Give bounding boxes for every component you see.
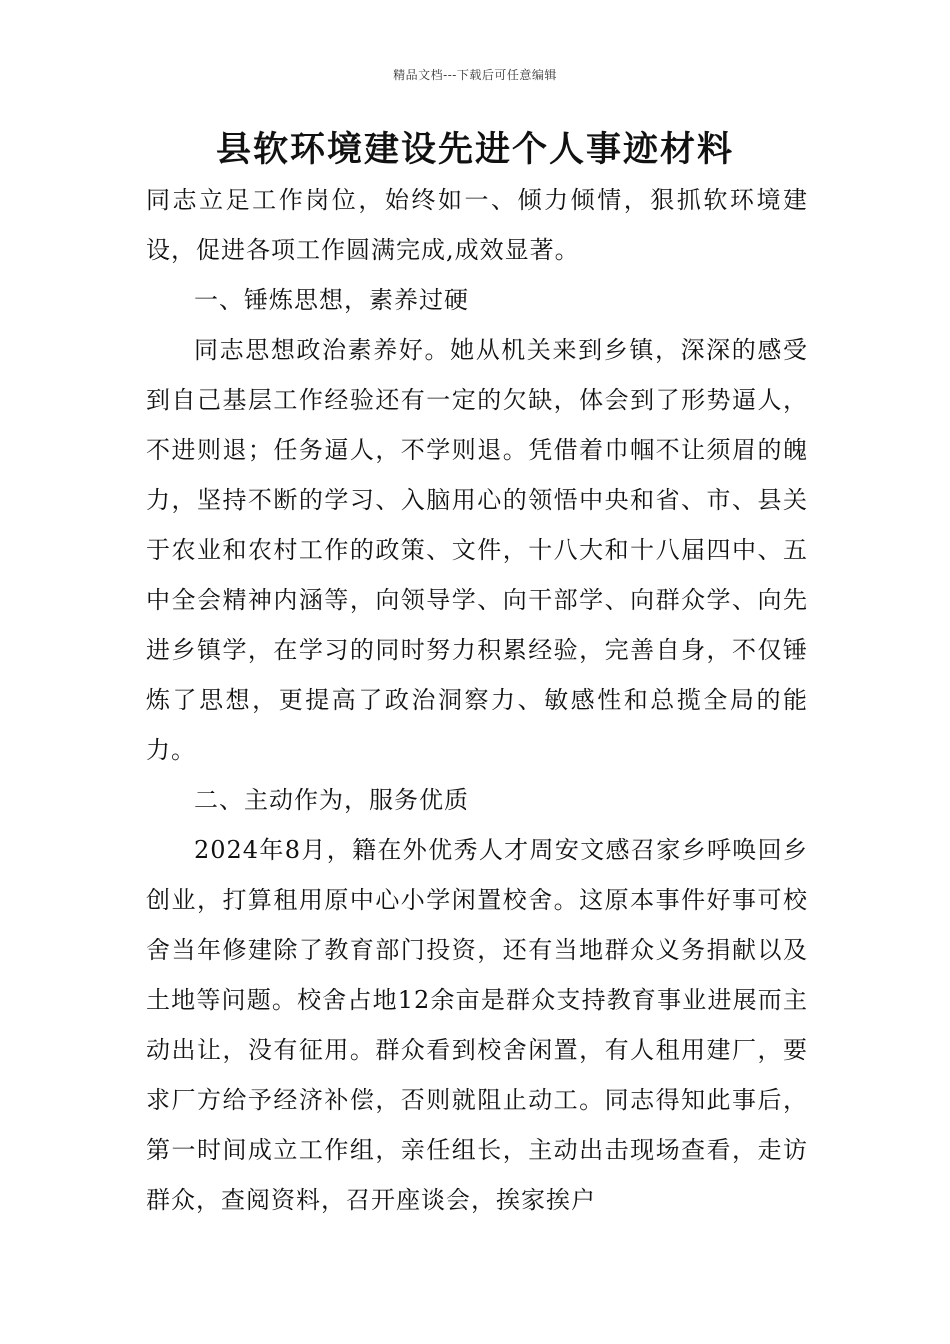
paragraph-section-1: 同志思想政治素养好。她从机关来到乡镇，深深的感受到自己基层工作经验还有一定的欠缺，体会到了形势逼人，不进则退；任务逼人，不学则退。凭借着巾帼不让须眉的魄力，坚持不断的学习、入脑用心的领悟中央和省、市、县关于农业和农村工作的政策、文件，十八大和十八届四中、五中全会精神内涵等，向领导学、向干部学、向群众学、向先进乡镇学，在学习的同时努力积累经验，完善自身，不仅锤炼了思想，更提高了政治洞察力、敏感性和总揽全局的能力。 (146, 336, 808, 764)
paragraph-intro: 同志立足工作岗位，始终如一、倾力倾情，狠抓软环境建设，促进各项工作圆满完成,成效显著。 (146, 186, 808, 264)
document-body (146, 175, 808, 1225)
header-note: 精品文档---下载后可任意编辑 (393, 68, 557, 82)
section-heading-1: 一、锤炼思想，素养过硬 (194, 286, 469, 314)
document-title: 县软环境建设先进个人事迹材料 (215, 129, 734, 170)
paragraph-section-2: 2024年8月，籍在外优秀人才周安文感召家乡呼唤回乡创业，打算租用原中心小学闲置校舍。这原本事件好事可校舍当年修建除了教育部门投资，还有当地群众义务捐献以及土地等问题。校舍占地12余亩是群众支持教育事业进展而主动出让，没有征用。群众看到校舍闲置，有人租用建厂，要求厂方给予经济补偿，否则就阻止动工。同志得知此事后，第一时间成立工作组，亲任组长，主动出击现场查看，走访群众，查阅资料，召开座谈会，挨家挨户 (146, 836, 808, 1214)
section-heading-2: 二、主动作为，服务优质 (194, 786, 469, 814)
